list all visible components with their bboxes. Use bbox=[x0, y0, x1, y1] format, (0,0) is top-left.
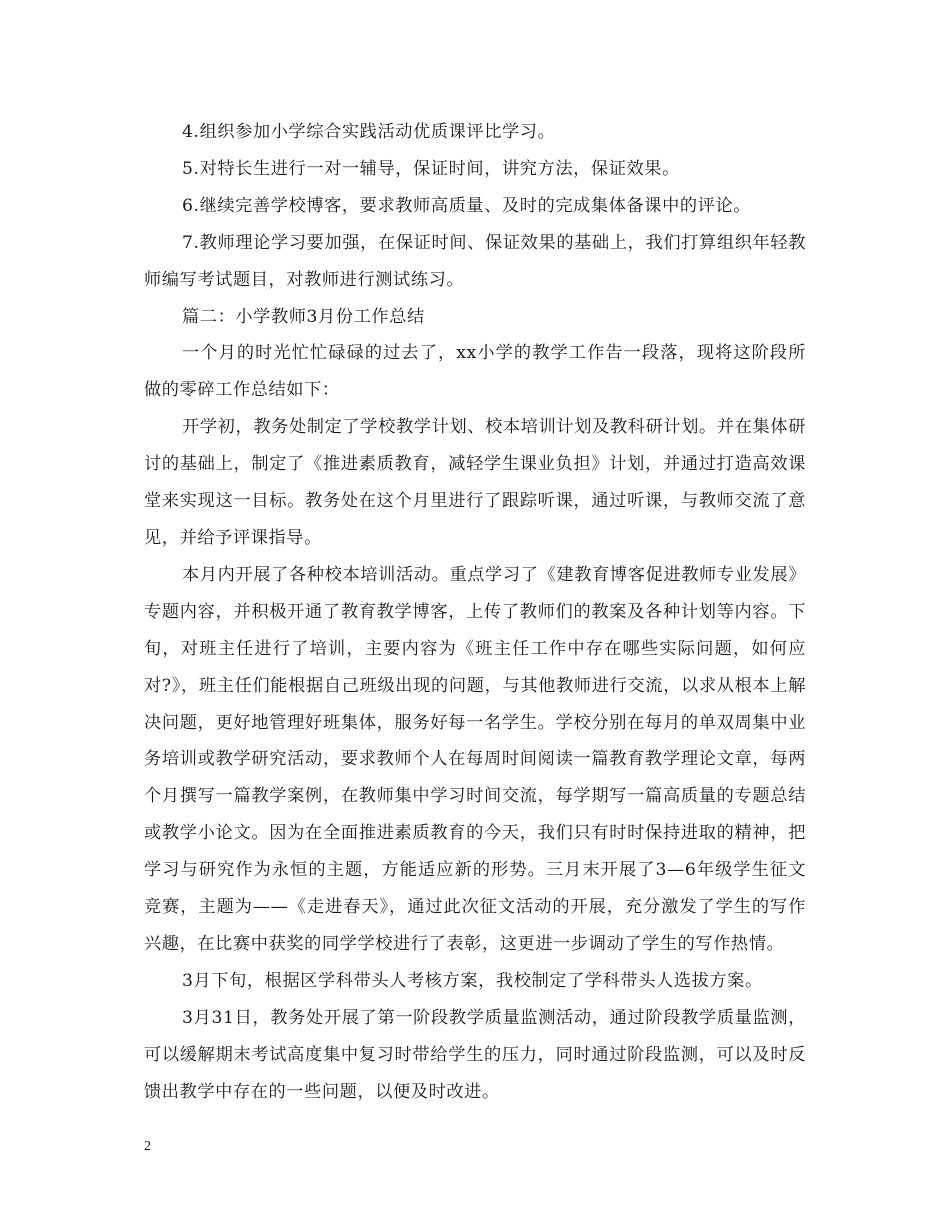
paragraph-item-4: 4.组织参加小学综合实践活动优质课评比学习。 bbox=[182, 122, 556, 142]
section-heading: 篇二：小学教师3月份工作总结 bbox=[182, 306, 425, 327]
intro-paragraph: 一个月的时光忙忙碌碌的过去了，xx小学的教学工作告一段落，现将这阶段所做的零碎工作总结如下： bbox=[144, 343, 806, 401]
body-paragraph-training: 本月内开展了各种校本培训活动。重点学习了《建教育博客促进教师专业发展》专题内容，并积极开通了教育教学博客，上传了教师们的教案及各种计划等内容。下旬，对班主任进行了培训，主要内容为《班主任工作中存在哪些实际问题，如何应对?》，班主任们能根据自己班级出现的问题，与其他教师进行交流，以求从根本上解决问题，更好地管理好班集体，服务好每一名学生。学校分别在每月的单双周集中业务培训或教学研究活动，要求教师个人在每周时间阅读一篇教育教学理论文章，每两个月撰写一篇教学案例，在教师集中学习时间交流，每学期写一篇高质量的专题总结或教学小论文。因为在全面推进素质教育的今天，我们只有时时保持进取的精神，把学习与研究作为永恒的主题，方能适应新的形势。三月末开展了3—6年级学生征文竞赛，主题为——《走进春天》，通过此次征文活动的开展，充分激发了学生的写作兴趣，在比赛中获奖的同学学校进行了表彰，这更进一步调动了学生的写作热情。 bbox=[144, 564, 806, 954]
paragraph-item-6: 6.继续完善学校博客，要求教师高质量、及时的完成集体备课中的评论。 bbox=[182, 195, 752, 216]
paragraph-item-5: 5.对特长生进行一对一辅导，保证时间，讲究方法，保证效果。 bbox=[182, 158, 680, 179]
page-number: 2 bbox=[144, 1139, 151, 1154]
body-paragraph-march-31: 3月31日，教务处开展了第一阶段教学质量监测活动，通过阶段教学质量监测，可以缓解期末考试高度集中复习时带给学生的压力，同时通过阶段监测，可以及时反馈出教学中存在的一些问题，以便及时改进。 bbox=[144, 1007, 806, 1102]
paragraph-item-7: 7.教师理论学习要加强，在保证时间、保证效果的基础上，我们打算组织年轻教师编写考试题目，对教师进行测试练习。 bbox=[144, 232, 806, 290]
body-paragraph-late-march: 3月下旬，根据区学科带头人考核方案，我校制定了学科带头人选拔方案。 bbox=[182, 970, 763, 991]
body-paragraph-start-of-term: 开学初，教务处制定了学校教学计划、校本培训计划及教科研计划。并在集体研讨的基础上，制定了《推进素质教育，减轻学生课业负担》计划，并通过打造高效课堂来实现这一目标。教务处在这个月里进行了跟踪听课，通过听课，与教师交流了意见，并给予评课指导。 bbox=[144, 417, 806, 548]
document-body bbox=[144, 114, 806, 1110]
